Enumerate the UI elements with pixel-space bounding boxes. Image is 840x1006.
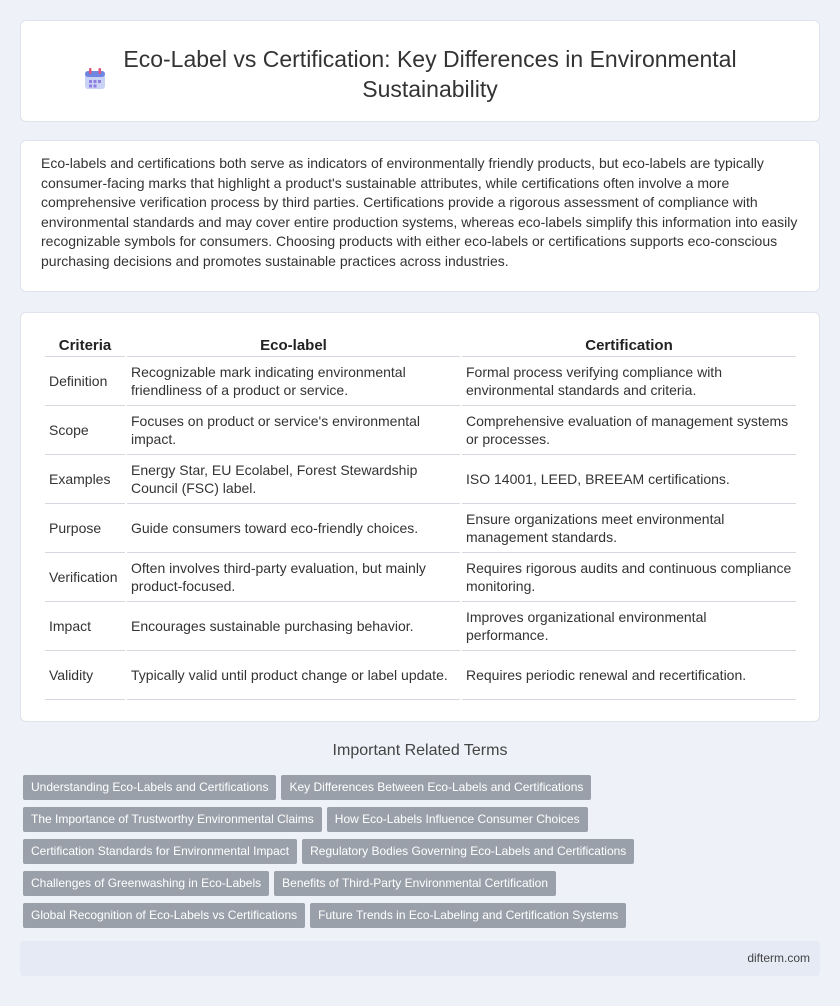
table-row [45, 455, 796, 504]
related-term-link[interactable]: Regulatory Bodies Governing Eco-Labels and Certifications [302, 839, 634, 864]
cell-certification: Comprehensive evaluation of management systems or processes. [462, 406, 796, 455]
cell-criteria: Purpose [45, 504, 125, 553]
table-row [45, 504, 796, 553]
footer [20, 941, 820, 976]
header-eco-label: Eco-label [127, 333, 460, 357]
tag-row [23, 807, 823, 839]
page-title: Eco-Label vs Certification: Key Differences in Environmental Sustainability [123, 46, 737, 102]
cell-eco-label: Typically valid until product change or label update. [127, 651, 460, 700]
title-wrap [60, 44, 800, 104]
tag-row [23, 903, 823, 935]
related-term-link[interactable]: Challenges of Greenwashing in Eco-Labels [23, 871, 269, 896]
tag-row [23, 871, 823, 903]
related-term-link[interactable]: Key Differences Between Eco-Labels and Certifications [281, 775, 591, 800]
footer-site-link[interactable]: difterm.com [747, 951, 810, 965]
cell-eco-label: Guide consumers toward eco-friendly choices. [127, 504, 460, 553]
related-terms-list [23, 775, 823, 935]
cell-eco-label: Recognizable mark indicating environmental friendliness of a product or service. [127, 357, 460, 406]
intro-paragraph: Eco-labels and certifications both serve as indicators of environmentally friendly products, but eco-labels are typically consumer-facing marks that highlight a product's sustainable attributes, while certifications often involve a more comprehensive verification process by third parties. Certifications provide a rigorous assessment of compliance with environmental standards and may cover entire production systems, whereas eco-labels simplify this information into easily recognizable symbols for consumers. Choosing products with either eco-labels or certifications supports eco-conscious purchasing decisions and promotes sustainable practices across industries. [41, 155, 798, 269]
table-row [45, 602, 796, 651]
related-term-link[interactable]: Future Trends in Eco-Labeling and Certification Systems [310, 903, 626, 928]
related-term-link[interactable]: The Importance of Trustworthy Environmental Claims [23, 807, 322, 832]
table-row [45, 357, 796, 406]
table-row [45, 406, 796, 455]
cell-criteria: Verification [45, 553, 125, 602]
related-term-link[interactable]: Certification Standards for Environmental Impact [23, 839, 297, 864]
header-certification: Certification [462, 333, 796, 357]
cell-certification: Requires rigorous audits and continuous compliance monitoring. [462, 553, 796, 602]
tag-row [23, 839, 823, 871]
table-header-row [45, 333, 796, 357]
cell-certification: ISO 14001, LEED, BREEAM certifications. [462, 455, 796, 504]
cell-criteria: Impact [45, 602, 125, 651]
cell-criteria: Validity [45, 651, 125, 700]
cell-criteria: Definition [45, 357, 125, 406]
cell-eco-label: Encourages sustainable purchasing behavior. [127, 602, 460, 651]
table-row [45, 553, 796, 602]
cell-certification: Requires periodic renewal and recertification. [462, 651, 796, 700]
intro-card [20, 140, 820, 292]
cell-criteria: Examples [45, 455, 125, 504]
related-term-link[interactable]: Understanding Eco-Labels and Certifications [23, 775, 276, 800]
header-criteria: Criteria [45, 333, 125, 357]
cell-certification: Formal process verifying compliance with environmental standards and criteria. [462, 357, 796, 406]
related-term-link[interactable]: Benefits of Third-Party Environmental Certification [274, 871, 556, 896]
cell-eco-label: Often involves third-party evaluation, but mainly product-focused. [127, 553, 460, 602]
comparison-table-card [20, 312, 820, 722]
cell-criteria: Scope [45, 406, 125, 455]
related-term-link[interactable]: How Eco-Labels Influence Consumer Choices [327, 807, 588, 832]
cell-certification: Ensure organizations meet environmental management standards. [462, 504, 796, 553]
related-term-link[interactable]: Global Recognition of Eco-Labels vs Certifications [23, 903, 305, 928]
cell-certification: Improves organizational environmental performance. [462, 602, 796, 651]
cell-eco-label: Energy Star, EU Ecolabel, Forest Stewardship Council (FSC) label. [127, 455, 460, 504]
tag-row [23, 775, 823, 807]
related-terms-title: Important Related Terms [332, 742, 508, 759]
comparison-table [43, 333, 798, 700]
table-row [45, 651, 796, 700]
cell-eco-label: Focuses on product or service's environmental impact. [127, 406, 460, 455]
